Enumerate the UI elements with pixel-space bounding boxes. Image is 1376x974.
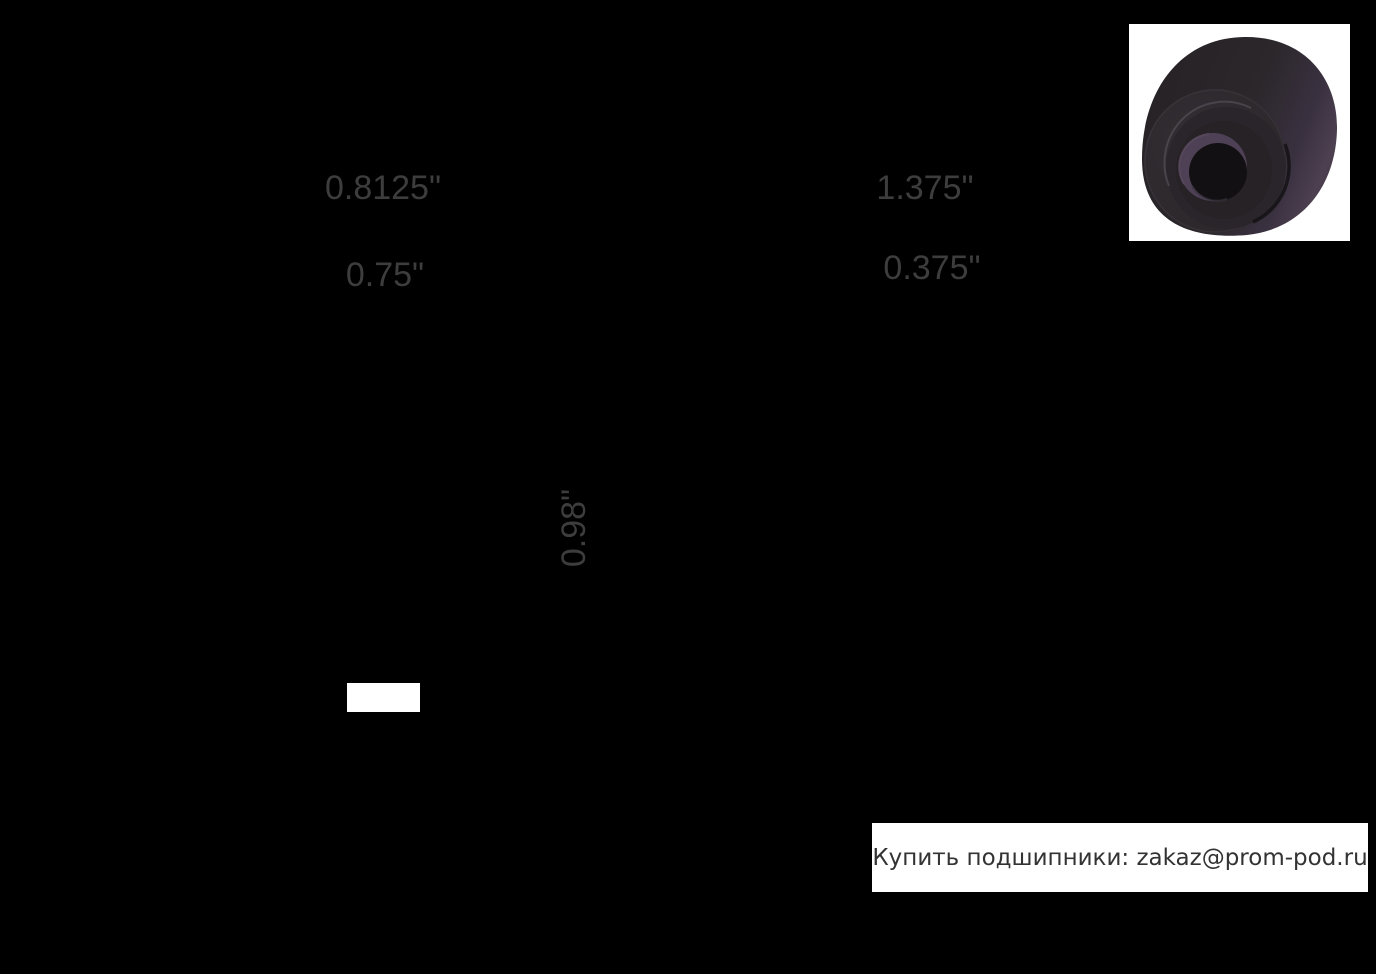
dimension-label-left-lower: 0.75" [345, 256, 425, 294]
dimension-label-left-upper: 0.8125" [324, 169, 442, 207]
white-mask-rectangle [347, 683, 420, 712]
dimension-label-right-lower: 0.375" [883, 249, 981, 287]
dimension-label-vertical: 0.98" [555, 488, 593, 568]
contact-email-text: Купить подшипники: zakaz@prom-pod.ru [872, 844, 1368, 871]
contact-banner [872, 823, 1368, 892]
dimension-label-right-upper: 1.375" [876, 169, 974, 207]
bearing-3d-render-icon [1129, 24, 1350, 241]
product-photo-tile [1129, 24, 1350, 241]
